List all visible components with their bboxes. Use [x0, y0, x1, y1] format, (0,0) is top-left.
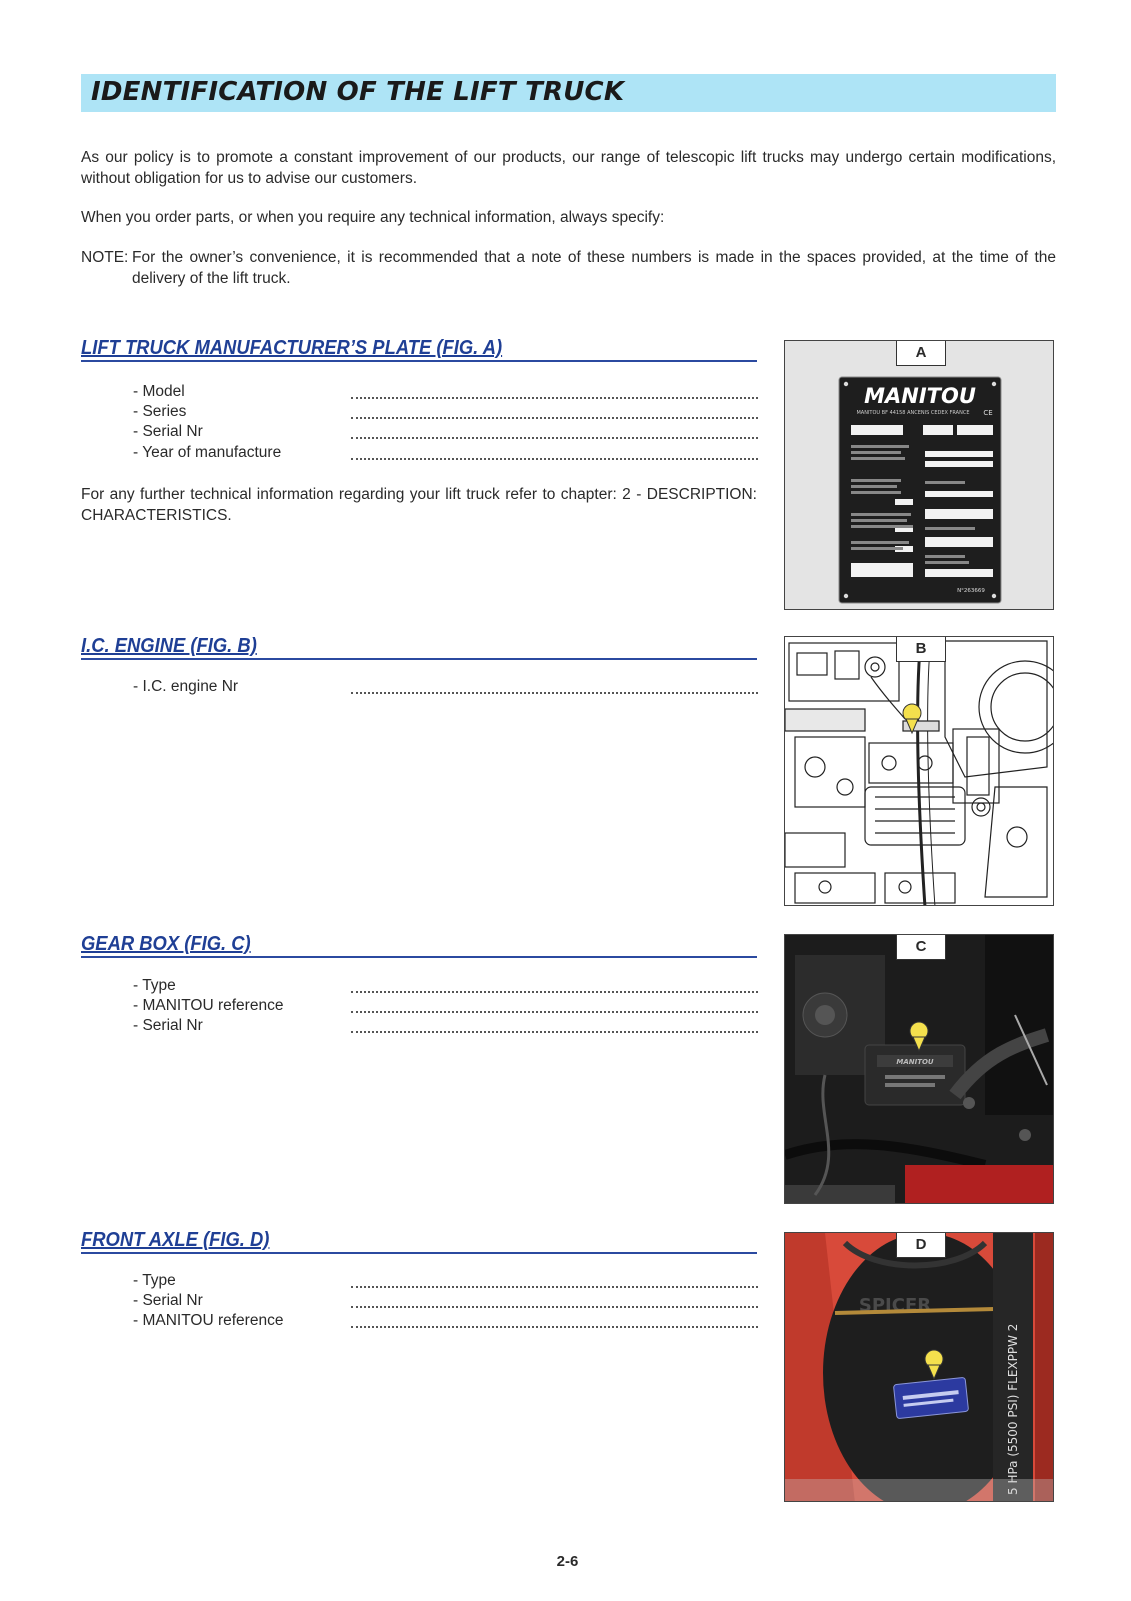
dotted-line — [351, 692, 758, 694]
field-label: - Year of manufacture — [133, 444, 282, 461]
gearbox-photo-illustration — [785, 935, 1054, 1204]
dotted-line — [351, 437, 758, 439]
field-serial-nr[interactable] — [133, 423, 758, 443]
field-gearbox-serial-nr[interactable] — [133, 1017, 758, 1037]
field-series[interactable] — [133, 403, 758, 423]
hose-text: 5 HPa (5500 PSI) FLEXPPW 2 — [1006, 1323, 1020, 1495]
field-label: - MANITOU reference — [133, 997, 284, 1014]
front-axle-photo-illustration — [785, 1233, 1054, 1502]
field-label: - Serial Nr — [133, 1017, 203, 1034]
field-axle-type[interactable] — [133, 1272, 758, 1292]
field-label: - Series — [133, 403, 187, 420]
manufacturer-plate-illustration — [785, 341, 1054, 610]
field-label: - Type — [133, 977, 176, 994]
dotted-line — [351, 417, 758, 419]
section-title-gearbox-text: GEAR BOX (FIG. C) — [81, 933, 251, 955]
field-label: - Serial Nr — [133, 1292, 203, 1309]
note-block — [81, 247, 1056, 289]
dotted-line — [351, 991, 758, 993]
dotted-line — [351, 1306, 758, 1308]
figure-a-manufacturer-plate — [784, 340, 1054, 610]
field-label: - I.C. engine Nr — [133, 678, 239, 695]
field-axle-serial-nr[interactable] — [133, 1292, 758, 1312]
figure-c-gearbox-photo — [784, 934, 1054, 1204]
figure-b-engine-drawing — [784, 636, 1054, 906]
page-title: IDENTIFICATION OF THE LIFT TRUCK — [91, 77, 625, 107]
intro-paragraph-1: As our policy is to promote a constant improvement of our products, our range of telescopic lift trucks may undergo certain modifications, without obligation for us to advise our customers. — [81, 149, 1056, 187]
field-gearbox-type[interactable] — [133, 977, 758, 997]
note-label: NOTE: — [81, 249, 129, 266]
field-label: - Model — [133, 383, 185, 400]
note-text: For the owner’s convenience, it is recommended that a note of these numbers is made in the spaces provided, at the time of the delivery of the lift truck. — [132, 249, 1056, 287]
plate-serial-text: N°263669 — [957, 588, 985, 594]
plate-brand-text: MANITOU — [864, 384, 976, 408]
field-axle-manitou-reference[interactable] — [133, 1312, 758, 1332]
field-model[interactable] — [133, 383, 758, 403]
dotted-line — [351, 1011, 758, 1013]
section-title-front-axle-text: FRONT AXLE (FIG. D) — [81, 1229, 270, 1251]
field-label: - Type — [133, 1272, 176, 1289]
figure-c-label: C — [896, 935, 946, 960]
plate-extra-info: For any further technical information regarding your lift truck refer to chapter: 2 - DESCRIPTION: CHARACTERISTICS. — [81, 486, 757, 524]
section-title-plate-text: LIFT TRUCK MANUFACTURER’S PLATE (FIG. A) — [81, 337, 503, 359]
dotted-line — [351, 1031, 758, 1033]
field-gearbox-manitou-reference[interactable] — [133, 997, 758, 1017]
gearbox-plate-brand: MANITOU — [896, 1058, 934, 1066]
engine-line-drawing — [785, 637, 1054, 906]
section-title-gearbox — [81, 930, 757, 958]
section-title-engine — [81, 632, 757, 660]
field-label: - MANITOU reference — [133, 1312, 284, 1329]
field-engine-nr[interactable] — [133, 678, 758, 698]
dotted-line — [351, 397, 758, 399]
field-label: - Serial Nr — [133, 423, 203, 440]
section-title-engine-text: I.C. ENGINE (FIG. B) — [81, 635, 257, 657]
axle-brand-text: SPICER — [858, 1295, 932, 1316]
dotted-line — [351, 1286, 758, 1288]
figure-a-label: A — [896, 341, 946, 366]
page-number: 2-6 — [556, 1553, 579, 1570]
dotted-line — [351, 458, 758, 460]
section-title-front-axle — [81, 1226, 757, 1254]
section-title-plate — [81, 334, 757, 362]
dotted-line — [351, 1326, 758, 1328]
plate-address-text: MANITOU BF 44158 ANCENIS CEDEX FRANCE — [856, 410, 970, 416]
figure-d-front-axle-photo — [784, 1232, 1054, 1502]
figure-d-label: D — [896, 1233, 946, 1258]
title-banner — [81, 74, 1056, 112]
field-year-of-manufacture[interactable] — [133, 444, 758, 464]
figure-b-label: B — [896, 637, 946, 662]
intro-paragraph-2: When you order parts, or when you require any technical information, always specify: — [81, 209, 665, 226]
plate-ce-mark: CE — [983, 409, 993, 417]
